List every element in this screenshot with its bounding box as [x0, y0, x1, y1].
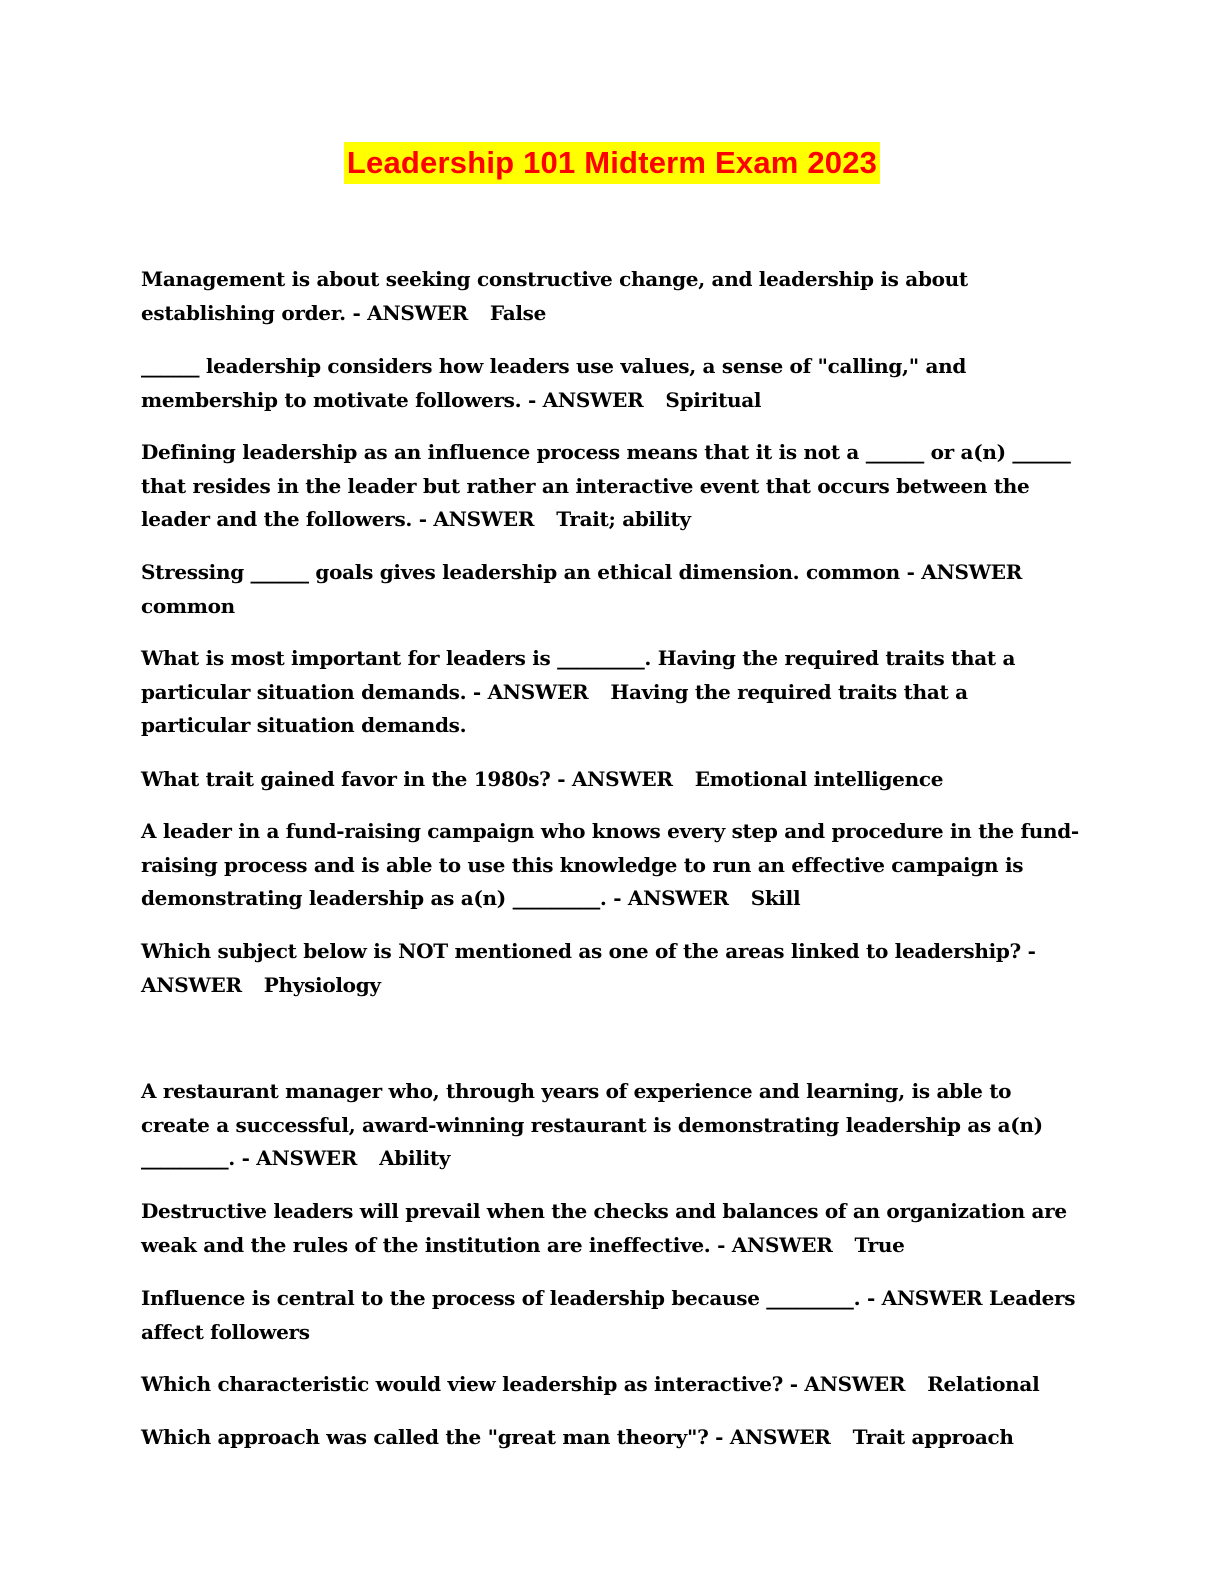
- qa-item: [141, 556, 1081, 623]
- answer-marker: - ANSWER: [906, 560, 1023, 584]
- qa-item: [141, 642, 1081, 743]
- answer-marker: - ANSWER: [241, 1146, 358, 1170]
- answer-text: Relational: [927, 1372, 1040, 1396]
- answer-text: Having the required traits that a particular situation demands.: [141, 679, 968, 737]
- qa-item: [141, 1282, 1081, 1349]
- question-text: Stressing ______ goals gives leadership an ethical dimension. common: [141, 560, 900, 584]
- answer-marker: - ANSWER: [352, 300, 468, 325]
- qa-item: [141, 1075, 1081, 1176]
- answer-text: common: [141, 593, 235, 618]
- qa-item: [141, 263, 1081, 330]
- qa-item: [141, 1368, 1081, 1402]
- answer-marker: - ANSWER: [418, 507, 535, 531]
- answer-marker: - ANSWER: [717, 1232, 833, 1257]
- question-text: Which approach was called the "great man theory"?: [141, 1425, 709, 1449]
- answer-marker: - ANSWER: [557, 767, 673, 791]
- answer-text: Emotional intelligence: [694, 767, 944, 791]
- answer-marker: - ANSWER: [613, 886, 729, 910]
- answer-text: Physiology: [263, 972, 381, 997]
- question-text: A leader in a fund-raising campaign who knows every step and procedure in the fund-raising process and is able to use this knowledge to run an effective campaign is demonstrating leadership as a(n) _________.: [141, 819, 1079, 910]
- answer-text: False: [489, 300, 547, 325]
- answer-text: Skill: [750, 886, 801, 910]
- answer-marker: - ANSWER: [527, 387, 644, 412]
- qa-item: [141, 350, 1081, 417]
- qa-item: [141, 935, 1081, 1002]
- answer-marker: - ANSWER: [789, 1372, 906, 1396]
- question-text: A restaurant manager who, through years of experience and learning, is able to create a successful, award-winning restaurant is demonstrating leadership as a(n) _________.: [141, 1079, 1043, 1170]
- answer-marker: - ANSWER: [141, 939, 1036, 997]
- qa-item: [141, 436, 1081, 537]
- question-text: What trait gained favor in the 1980s?: [141, 767, 551, 791]
- answer-marker: - ANSWER: [472, 679, 589, 704]
- answer-marker: - ANSWER: [715, 1425, 831, 1449]
- qa-item: [141, 815, 1081, 916]
- answer-text: Leaders affect followers: [141, 1286, 1076, 1344]
- answer-text: True: [854, 1232, 905, 1257]
- answer-text: Trait approach: [852, 1425, 1014, 1449]
- answer-text: Trait; ability: [556, 507, 691, 531]
- title-container: [0, 142, 1224, 184]
- question-text: Destructive leaders will prevail when the checks and balances of an organization are weak and the rules of the institution are ineffective.: [141, 1199, 1067, 1257]
- question-text: Defining leadership as an influence process means that it is not a ______ or a(n) ______ that resides in the leader but rather an interactive event that occurs between the leader and the followers.: [141, 440, 1071, 531]
- question-text: What is most important for leaders is _________. Having the required traits that a particular situation demands.: [141, 646, 1016, 704]
- question-text: Which subject below is NOT mentioned as one of the areas linked to leadership?: [141, 939, 1021, 963]
- qa-item: [141, 1421, 1081, 1455]
- qa-item: [141, 1195, 1081, 1262]
- question-text: ______ leadership considers how leaders use values, a sense of "calling," and membership to motivate followers.: [141, 354, 967, 412]
- question-text: Influence is central to the process of leadership because _________.: [141, 1286, 861, 1310]
- question-text: Which characteristic would view leadership as interactive?: [141, 1372, 784, 1396]
- answer-text: Ability: [379, 1146, 451, 1170]
- answer-text: Spiritual: [665, 387, 762, 412]
- question-text: Management is about seeking constructive change, and leadership is about establishing order.: [141, 267, 968, 325]
- answer-marker: - ANSWER: [866, 1286, 983, 1310]
- qa-item: [141, 763, 1081, 797]
- page-title: Leadership 101 Midterm Exam 2023: [344, 142, 880, 184]
